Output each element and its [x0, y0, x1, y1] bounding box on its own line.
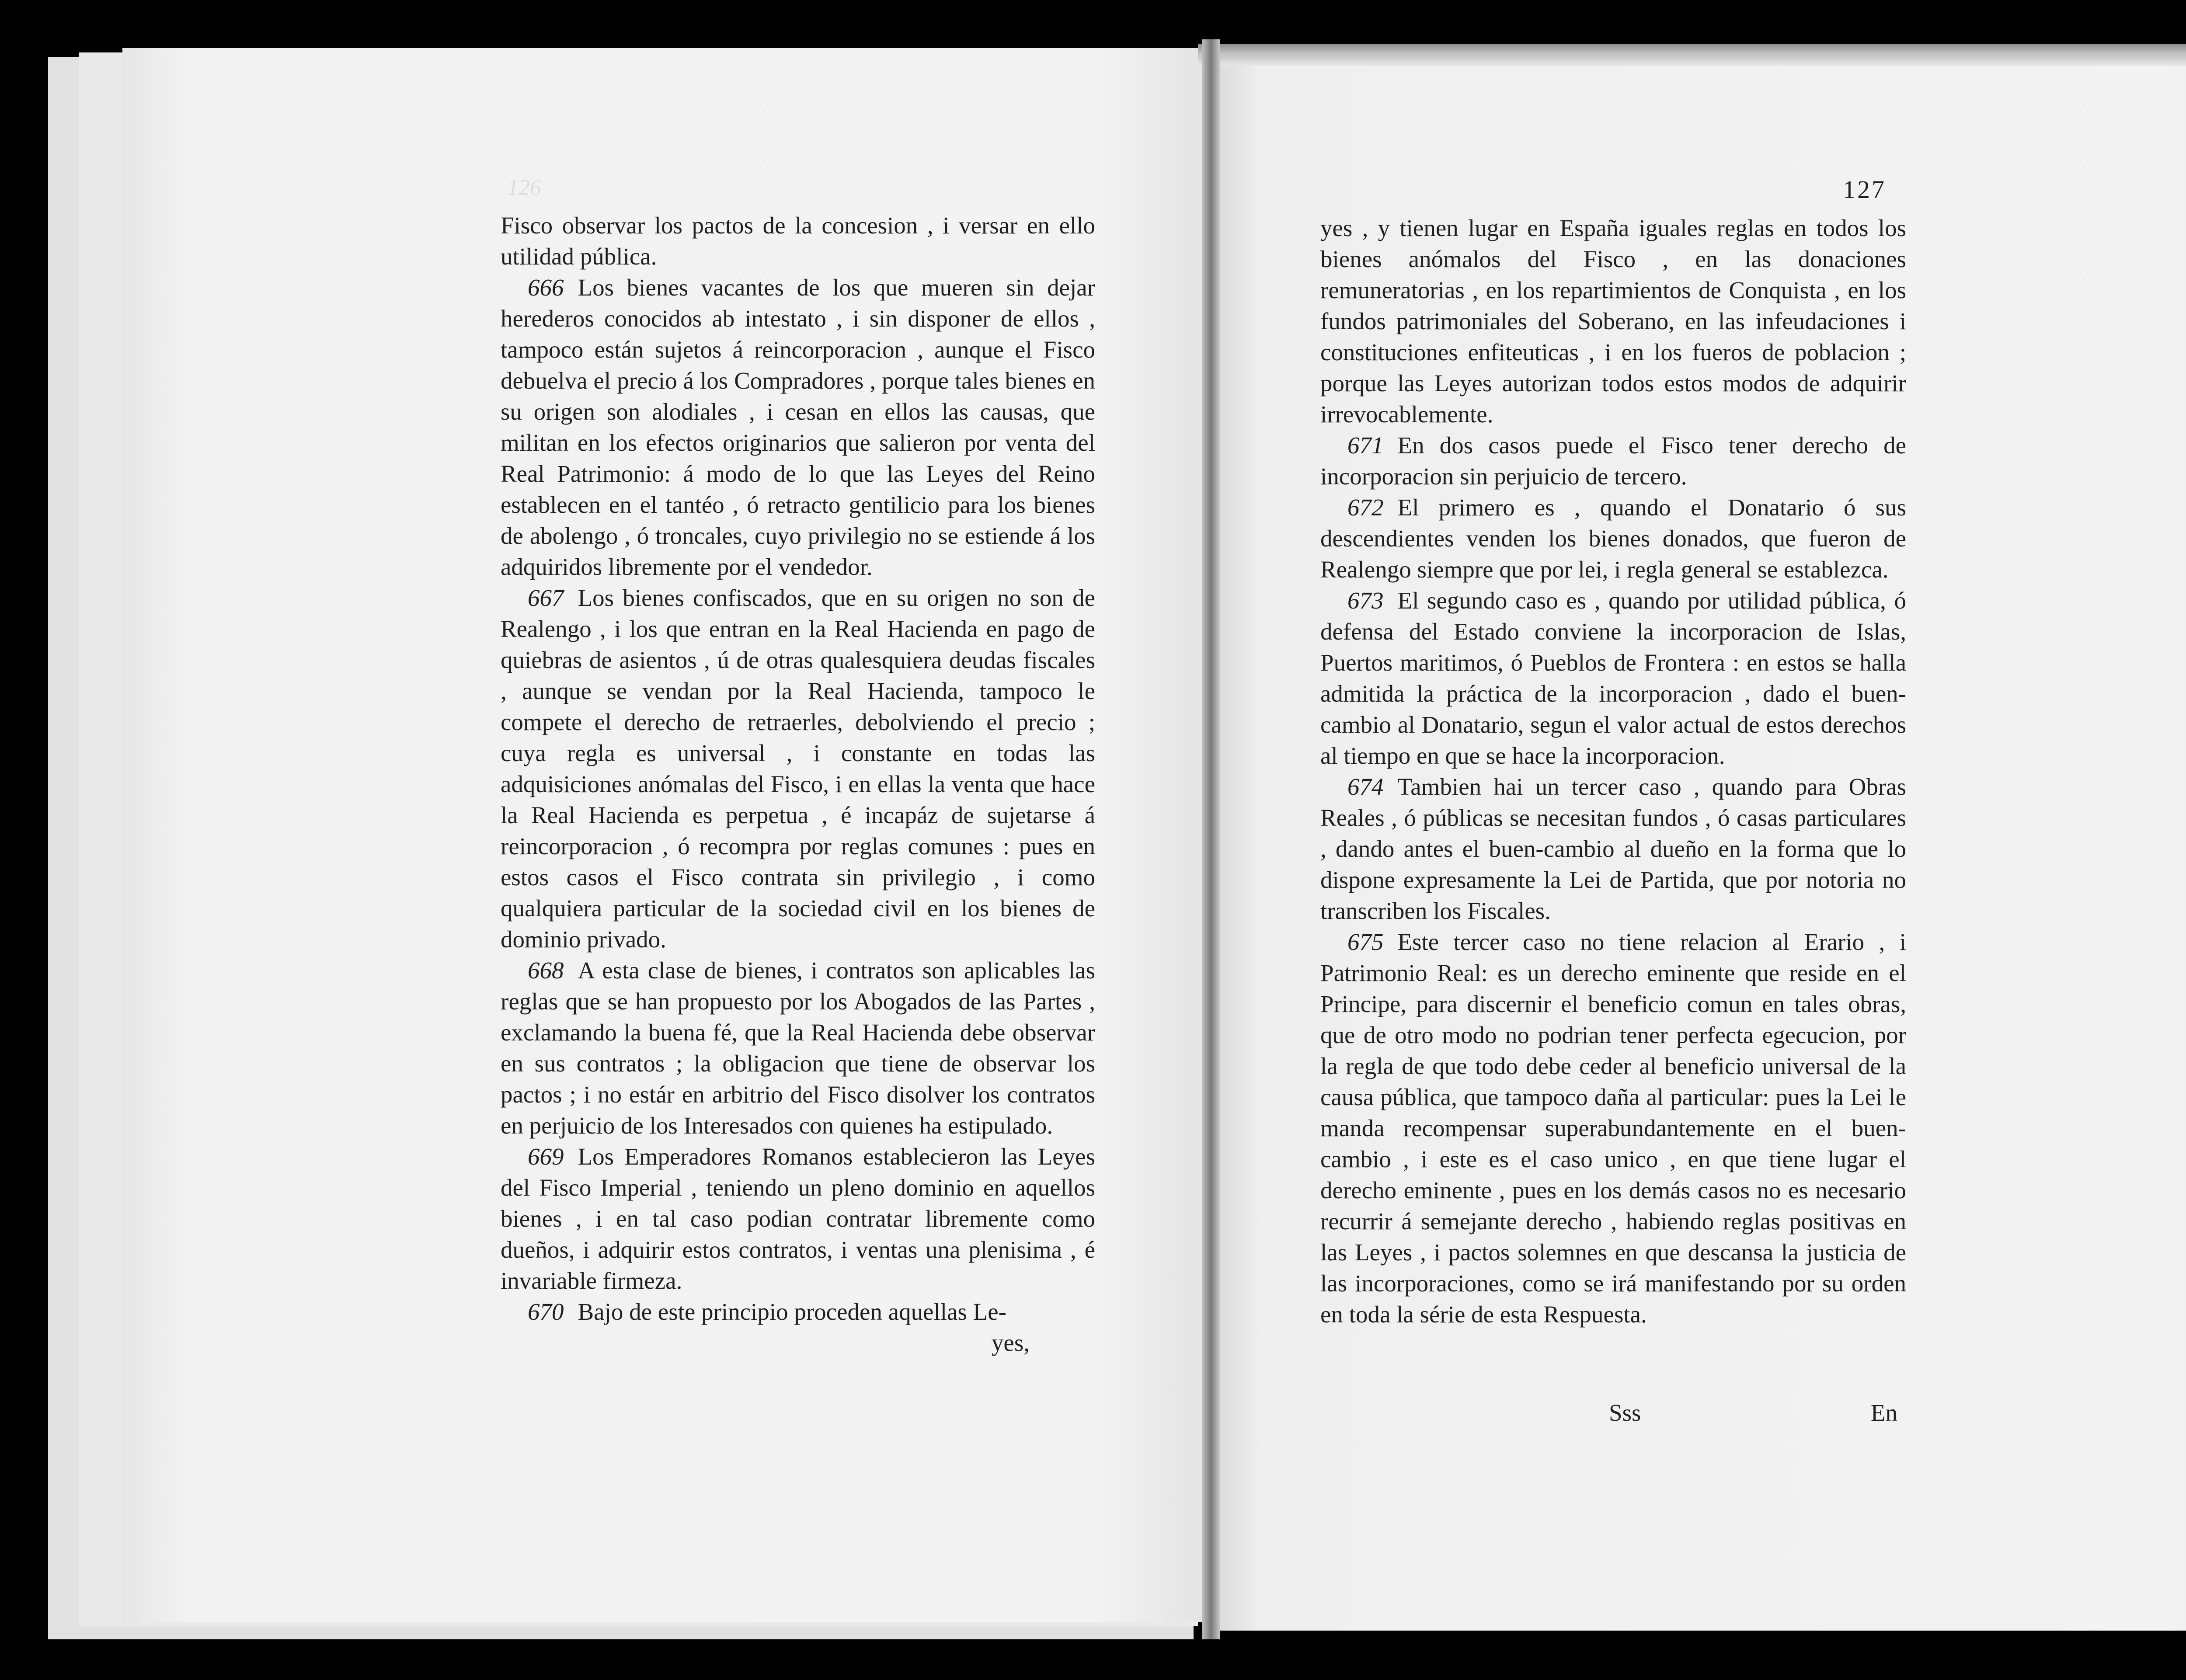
paragraph-669: [501, 1141, 1095, 1296]
catchword: En: [1870, 1399, 1897, 1426]
paragraph-668: [501, 955, 1095, 1141]
paragraph-671: [1320, 430, 1906, 492]
left-last-line-text: yes,: [991, 1329, 1030, 1356]
paragraph-number: 667: [528, 584, 564, 611]
paragraph-number: 673: [1347, 587, 1384, 614]
bleed-through-page-number: 126: [507, 175, 541, 200]
page-top-edge: [1198, 44, 2186, 66]
paragraph-text: Los bienes confiscados, que en su origen no son de Realengo , i los que entran en la Real Hacienda en pago de quiebras de asientos , ú de otras qualesquiera deudas fiscales , aunque se vendan por la Real Hacienda, tampoco le compete el derecho de retraerles, debolviendo el precio ; cuya regla es universal , i constante en todas las adquisiciones anómalas del Fisco, i en ellas la venta que hace la Real Hacienda es perpetua , é incapáz de sujetarse á reincorporacion , ó recompra por reglas comunes : pues en estos casos el Fisco contrata sin privilegio , i como qualquiera particular de la sociedad civil en los bienes de dominio privado.: [501, 584, 1095, 953]
paragraph-number: 668: [528, 957, 564, 984]
paragraph-number: 669: [528, 1143, 564, 1170]
paragraph-text: Los Emperadores Romanos establecieron las Leyes del Fisco Imperial , teniendo un pleno dominio en aquellos bienes , i en tal caso podian contratar libremente como dueños, i adquirir estos contratos, i ventas una plenisima , é invariable firmeza.: [501, 1143, 1095, 1294]
paragraph-number: 666: [528, 274, 564, 301]
paragraph-670: [501, 1296, 1095, 1327]
book-gutter: [1202, 39, 1220, 1639]
signature-row: [1320, 1399, 1897, 1434]
paragraph-text: El primero es , quando el Donatario ó sus descendientes venden los bienes donados, que fueron de Realengo siempre que por lei, i regla general se establezca.: [1320, 494, 1906, 583]
page-number: 127: [1843, 175, 1886, 204]
paragraph-text: Este tercer caso no tiene relacion al Erario , i Patrimonio Real: es un derecho eminente que reside en el Principe, para discernir el beneficio comun en tales obras, que de otro modo no podrian tener perfecta egecucion, por la regla de que todo debe ceder al beneficio universal de la causa pública, que tampoco daña al particular: pues la Lei le manda recompensar superabundantemente en el buen-cambio , i este es el caso unico , en que tiene lugar el derecho eminente , pues en los demás casos no es necesario recurrir á semejante derecho , habiendo reglas positivas en las Leyes , i pactos solemnes en que descansa la justicia de las incorporaciones, como se irá manifestando por su orden en toda la série de esta Respuesta.: [1320, 929, 1906, 1328]
right-opening-paragraph: [1320, 212, 1906, 430]
paragraph-number: 675: [1347, 929, 1384, 955]
signature-mark: Sss: [1609, 1399, 1641, 1426]
paragraph-text: Los bienes vacantes de los que mueren sin dejar herederos conocidos ab intestato , i sin disponer de ellos , tampoco están sujetos á reincorporacion , aunque el Fisco debuelva el precio á los Compradores , porque tales bienes en su origen son alodiales , i cesan en ellos las causas, que militan en los efectos originarios que salieron por venta del Real Patrimonio: á modo de lo que las Leyes del Reino establecen en el tantéo , ó retracto gentilicio para los bienes de abolengo , ó troncales, cuyo privilegio no se estiende á los adquiridos libremente por el vendedor.: [501, 274, 1095, 580]
paragraph-666: [501, 272, 1095, 582]
paragraph-text: A esta clase de bienes, i contratos son aplicables las reglas que se han propuesto por los Abogados de las Partes , exclamando la buena fé, que la Real Hacienda debe observar en sus contratos ; la obligacion que tiene de observar los pactos ; i no estár en arbitrio del Fisco disolver los contratos en perjuicio de los Interesados con quienes ha estipulado.: [501, 957, 1095, 1139]
paragraph-675: [1320, 926, 1906, 1330]
paragraph-number: 670: [528, 1298, 564, 1325]
paragraph-673: [1320, 585, 1906, 771]
left-page-text: [501, 210, 1095, 1358]
left-last-line: [501, 1327, 1095, 1358]
paragraph-674: [1320, 771, 1906, 926]
paragraph-number: 674: [1347, 773, 1384, 800]
right-page-text: [1320, 212, 1906, 1330]
paragraph-667: [501, 582, 1095, 955]
paragraph-number: 671: [1347, 432, 1384, 459]
left-opening-text: Fisco observar los pactos de la concesion , i versar en ello utilidad pública.: [501, 212, 1095, 270]
paragraph-text: En dos casos puede el Fisco tener derecho de incorporacion sin perjuicio de tercero.: [1320, 432, 1906, 490]
paragraph-672: [1320, 492, 1906, 585]
paragraph-text: Tambien hai un tercer caso , quando para Obras Reales , ó públicas se necesitan fundos , ó casas particulares , dando antes el buen-cambio al dueño en la forma que lo dispone expresamente la Lei de Partida, que por notoria no transcriben los Fiscales.: [1320, 773, 1906, 924]
paragraph-text: Bajo de este principio proceden aquellas Le-: [578, 1298, 1006, 1325]
paragraph-number: 672: [1347, 494, 1384, 521]
left-opening-paragraph: [501, 210, 1095, 272]
right-opening-text: yes , y tienen lugar en España iguales reglas en todos los bienes anómalos del Fisco , en las donaciones remuneratorias , en los repartimientos de Conquista , en los fundos patrimoniales del Soberano, en las infeudaciones i constituciones enfiteuticas , i en los fueros de poblacion ; porque las Leyes autorizan todos estos modos de adquirir irrevocablemente.: [1320, 215, 1906, 428]
paragraph-text: El segundo caso es , quando por utilidad pública, ó defensa del Estado conviene la incorporacion de Islas, Puertos maritimos, ó Pueblos de Frontera : en estos se halla admitida la práctica de la incorporacion , dado el buen-cambio al Donatario, segun el valor actual de estos derechos al tiempo en que se hace la incorporacion.: [1320, 587, 1906, 769]
